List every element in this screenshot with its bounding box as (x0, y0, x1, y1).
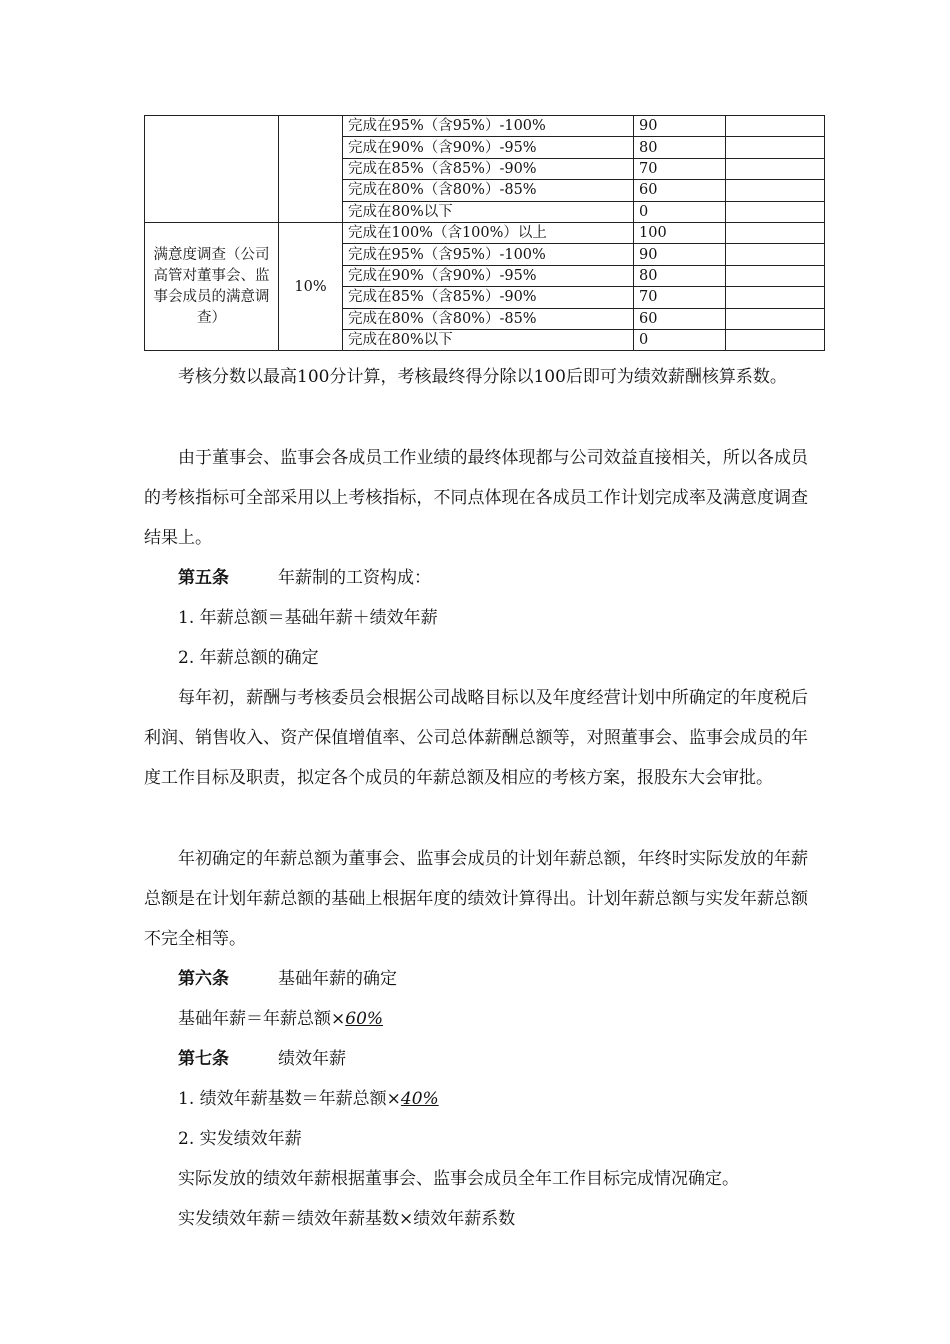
condition-cell: 完成在80%（含80%）-85% (343, 308, 634, 329)
article-5-title: 年薪制的工资构成： (278, 568, 431, 588)
blank-cell (726, 116, 825, 137)
article-6-formula (178, 999, 383, 1039)
condition-cell: 完成在95%（含95%）-100% (343, 116, 634, 137)
paragraph-indicators: 由于董事会、监事会各成员工作业绩的最终体现都与公司效益直接相关，所以各成员的考核指标可全部采用以上考核指标，不同点体现在各成员工作计划完成率及满意度调查结果上。 (144, 448, 808, 548)
blank-cell (726, 158, 825, 179)
blank-cell (726, 244, 825, 265)
article-5-item-1: 1. 年薪总额＝基础年薪＋绩效年薪 (178, 608, 438, 628)
score-cell: 100 (634, 222, 726, 243)
paragraph-planned-vs-actual: 年初确定的年薪总额为董事会、监事会成员的计划年薪总额，年终时实际发放的年薪总额是在计划年薪总额的基础上根据年度的绩效计算得出。计划年薪总额与实发年薪总额不完全相等。 (144, 849, 808, 949)
article-7-item-1 (178, 1079, 439, 1119)
paragraph-actual-formula: 实发绩效年薪＝绩效年薪基数×绩效年薪系数 (178, 1209, 516, 1229)
score-cell: 60 (634, 308, 726, 329)
condition-cell: 完成在90%（含90%）-95% (343, 265, 634, 286)
formula-value: 40% (400, 1089, 439, 1109)
score-cell: 0 (634, 201, 726, 222)
article-6-heading (178, 959, 397, 999)
score-cell: 80 (634, 137, 726, 158)
item-cell: 满意度调查（公司高管对董事会、监事会成员的满意调查） (145, 222, 279, 350)
condition-cell: 完成在85%（含85%）-90% (343, 158, 634, 179)
formula-value: 60% (345, 1009, 384, 1029)
blank-cell (726, 265, 825, 286)
weight-cell: 10% (279, 222, 343, 350)
item-cell (145, 116, 279, 223)
condition-cell: 完成在80%以下 (343, 329, 634, 350)
condition-cell: 完成在80%以下 (343, 201, 634, 222)
blank-cell (726, 308, 825, 329)
assessment-table (144, 115, 825, 351)
blank-cell (726, 180, 825, 201)
paragraph-actual-payment: 实际发放的绩效年薪根据董事会、监事会成员全年工作目标完成情况确定。 (178, 1169, 739, 1189)
table-row (145, 116, 825, 137)
score-cell: 70 (634, 158, 726, 179)
score-cell: 70 (634, 287, 726, 308)
article-5-label: 第五条 (178, 568, 229, 588)
article-7-label: 第七条 (178, 1049, 229, 1069)
paragraph-score-coefficient: 考核分数以最高100分计算，考核最终得分除以100后即可为绩效薪酬核算系数。 (178, 367, 787, 387)
formula-text: 1. 绩效年薪基数＝年薪总额× (178, 1089, 401, 1109)
condition-cell: 完成在100%（含100%）以上 (343, 222, 634, 243)
blank-cell (726, 329, 825, 350)
blank-cell (726, 137, 825, 158)
score-cell: 90 (634, 116, 726, 137)
article-7-title: 绩效年薪 (278, 1049, 346, 1069)
article-6-title: 基础年薪的确定 (278, 969, 397, 989)
score-cell: 90 (634, 244, 726, 265)
article-5-heading (178, 558, 431, 598)
weight-cell (279, 116, 343, 223)
formula-text: 基础年薪＝年薪总额× (178, 1009, 346, 1029)
blank-cell (726, 222, 825, 243)
condition-cell: 完成在95%（含95%）-100% (343, 244, 634, 265)
condition-cell: 完成在85%（含85%）-90% (343, 287, 634, 308)
article-6-label: 第六条 (178, 969, 229, 989)
table-row (145, 222, 825, 243)
score-cell: 60 (634, 180, 726, 201)
score-cell: 0 (634, 329, 726, 350)
blank-cell (726, 287, 825, 308)
condition-cell: 完成在90%（含90%）-95% (343, 137, 634, 158)
article-7-item-2: 2. 实发绩效年薪 (178, 1129, 302, 1149)
article-7-heading (178, 1039, 346, 1079)
paragraph-annual-determination: 每年初，薪酬与考核委员会根据公司战略目标以及年度经营计划中所确定的年度税后利润、销售收入、资产保值增值率、公司总体薪酬总额等，对照董事会、监事会成员的年度工作目标及职责，拟定各个成员的年薪总额及相应的考核方案，报股东大会审批。 (144, 688, 808, 788)
article-5-item-2: 2. 年薪总额的确定 (178, 648, 319, 668)
score-cell: 80 (634, 265, 726, 286)
blank-cell (726, 201, 825, 222)
condition-cell: 完成在80%（含80%）-85% (343, 180, 634, 201)
